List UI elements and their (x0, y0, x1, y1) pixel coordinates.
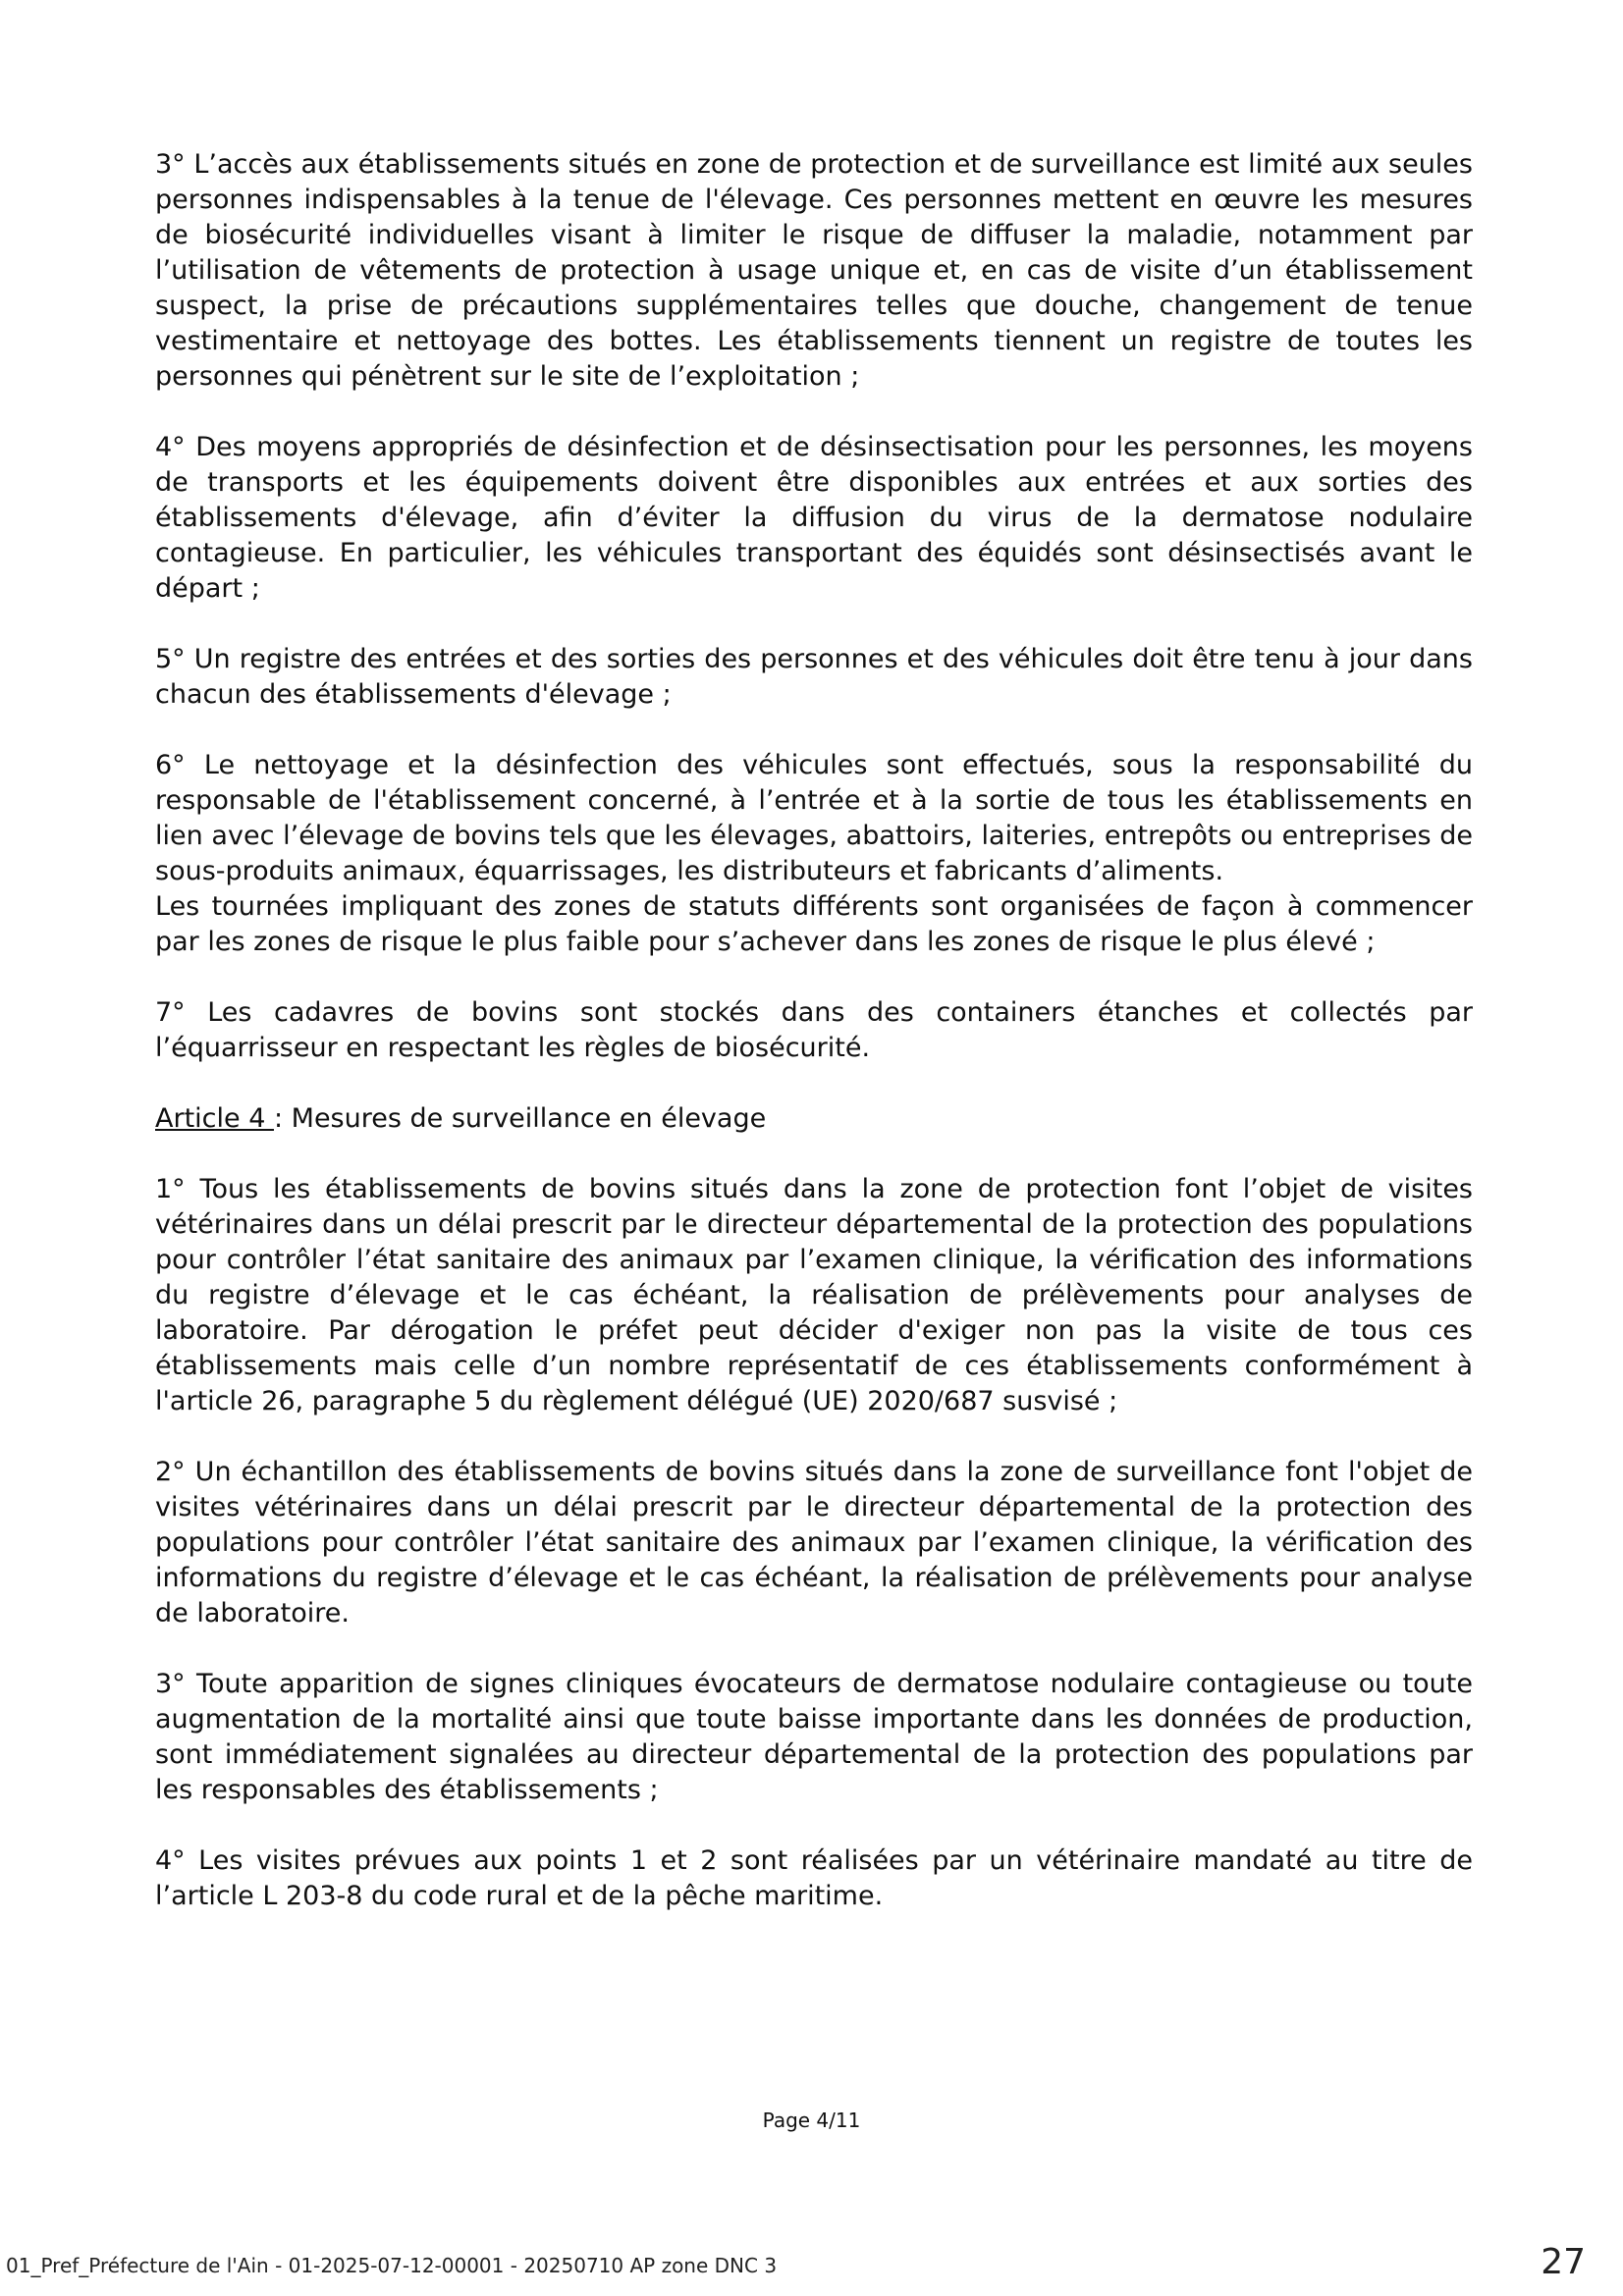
paragraph-surveillance-zone-sample: 2° Un échantillon des établissements de bovins situés dans la zone de surveillance font l'objet de visites vétérinaires dans un délai prescrit par le directeur départemental de la protection des populations pour contrôler l’état sanitaire des animaux par l’examen clinique, la vérification des informations du registre d’élevage et le cas échéant, la réalisation de prélèvements pour analyse de laboratoire. (155, 1457, 1473, 1629)
paragraph-route-order: Les tournées impliquant des zones de statuts différents sont organisées de façon à commencer par les zones de risque le plus faible pour s’achever dans les zones de risque le plus élevé ; (155, 891, 1473, 957)
paragraph-vehicle-cleaning: 6° Le nettoyage et la désinfection des véhicules sont effectués, sous la responsabilité du responsable de l'établissement concerné, à l’entrée et à la sortie de tous les établissements en lien avec l’élevage de bovins tels que les élevages, abattoirs, laiteries, entrepôts ou entreprises de sous-produits animaux, équarrissages, les distributeurs et fabricants d’aliments. (155, 750, 1473, 886)
page-number: Page 4/11 (762, 2109, 861, 2132)
footer-document-reference: 01_Pref_Préfecture de l'Ain - 01-2025-07-12-00001 - 20250710 AP zone DNC 3 (6, 2254, 778, 2277)
article-label: Article 4 (155, 1103, 274, 1134)
paragraph-clinical-signs-reporting: 3° Toute apparition de signes cliniques évocateurs de dermatose nodulaire contagieuse ou toute augmentation de la mortalité ainsi que toute baisse importante dans les données de production, sont immédiatement signalées au directeur départemental de la protection des populations par les responsables des établissements ; (155, 1669, 1473, 1805)
paragraph-protection-zone-visits: 1° Tous les établissements de bovins situés dans la zone de protection font l’objet de visites vétérinaires dans un délai prescrit par le directeur départemental de la protection des populations pour contrôler l’état sanitaire des animaux par l’examen clinique, la vérification des informations du registre d’élevage et le cas échéant, la réalisation de prélèvements pour analyses de laboratoire. Par dérogation le préfet peut décider d'exiger non pas la visite de tous ces établissements mais celle d’un nombre représentatif de ces établissements conformément à l'article 26, paragraphe 5 du règlement délégué (UE) 2020/687 susvisé ; (155, 1174, 1473, 1416)
article-heading (155, 1101, 1473, 1137)
paragraph-entry-register: 5° Un registre des entrées et des sorties des personnes et des véhicules doit être tenu à jour dans chacun des établissements d'élevage ; (155, 644, 1473, 710)
paragraph-mandated-veterinarian: 4° Les visites prévues aux points 1 et 2 sont réalisées par un vétérinaire mandaté au titre de l’article L 203-8 du code rural et de la pêche maritime. (155, 1845, 1473, 1911)
document-body (155, 147, 1473, 1949)
article-title: : Mesures de surveillance en élevage (273, 1103, 767, 1134)
paragraph-disinfection-means: 4° Des moyens appropriés de désinfection et de désinsectisation pour les personnes, les moyens de transports et les équipements doivent être disponibles aux entrées et aux sorties des établissements d'élevage, afin d’éviter la diffusion du virus de la dermatose nodulaire contagieuse. En particulier, les véhicules transportant des équidés sont désinsectisés avant le départ ; (155, 432, 1473, 604)
paragraph-access-restriction: 3° L’accès aux établissements situés en zone de protection et de surveillance est limité aux seules personnes indispensables à la tenue de l'élevage. Ces personnes mettent en œuvre les mesures de biosécurité individuelles visant à limiter le risque de diffuser la maladie, notamment par l’utilisation de vêtements de protection à usage unique et, en cas de visite d’un établissement suspect, la prise de précautions supplémentaires telles que douche, changement de tenue vestimentaire et nettoyage des bottes. Les établissements tiennent un registre de toutes les personnes qui pénètrent sur le site de l’exploitation ; (155, 149, 1473, 392)
paragraph-carcass-storage: 7° Les cadavres de bovins sont stockés dans des containers étanches et collectés par l’équarrisseur en respectant les règles de biosécurité. (155, 997, 1473, 1063)
footer-sheet-number: 27 (1541, 2242, 1586, 2282)
